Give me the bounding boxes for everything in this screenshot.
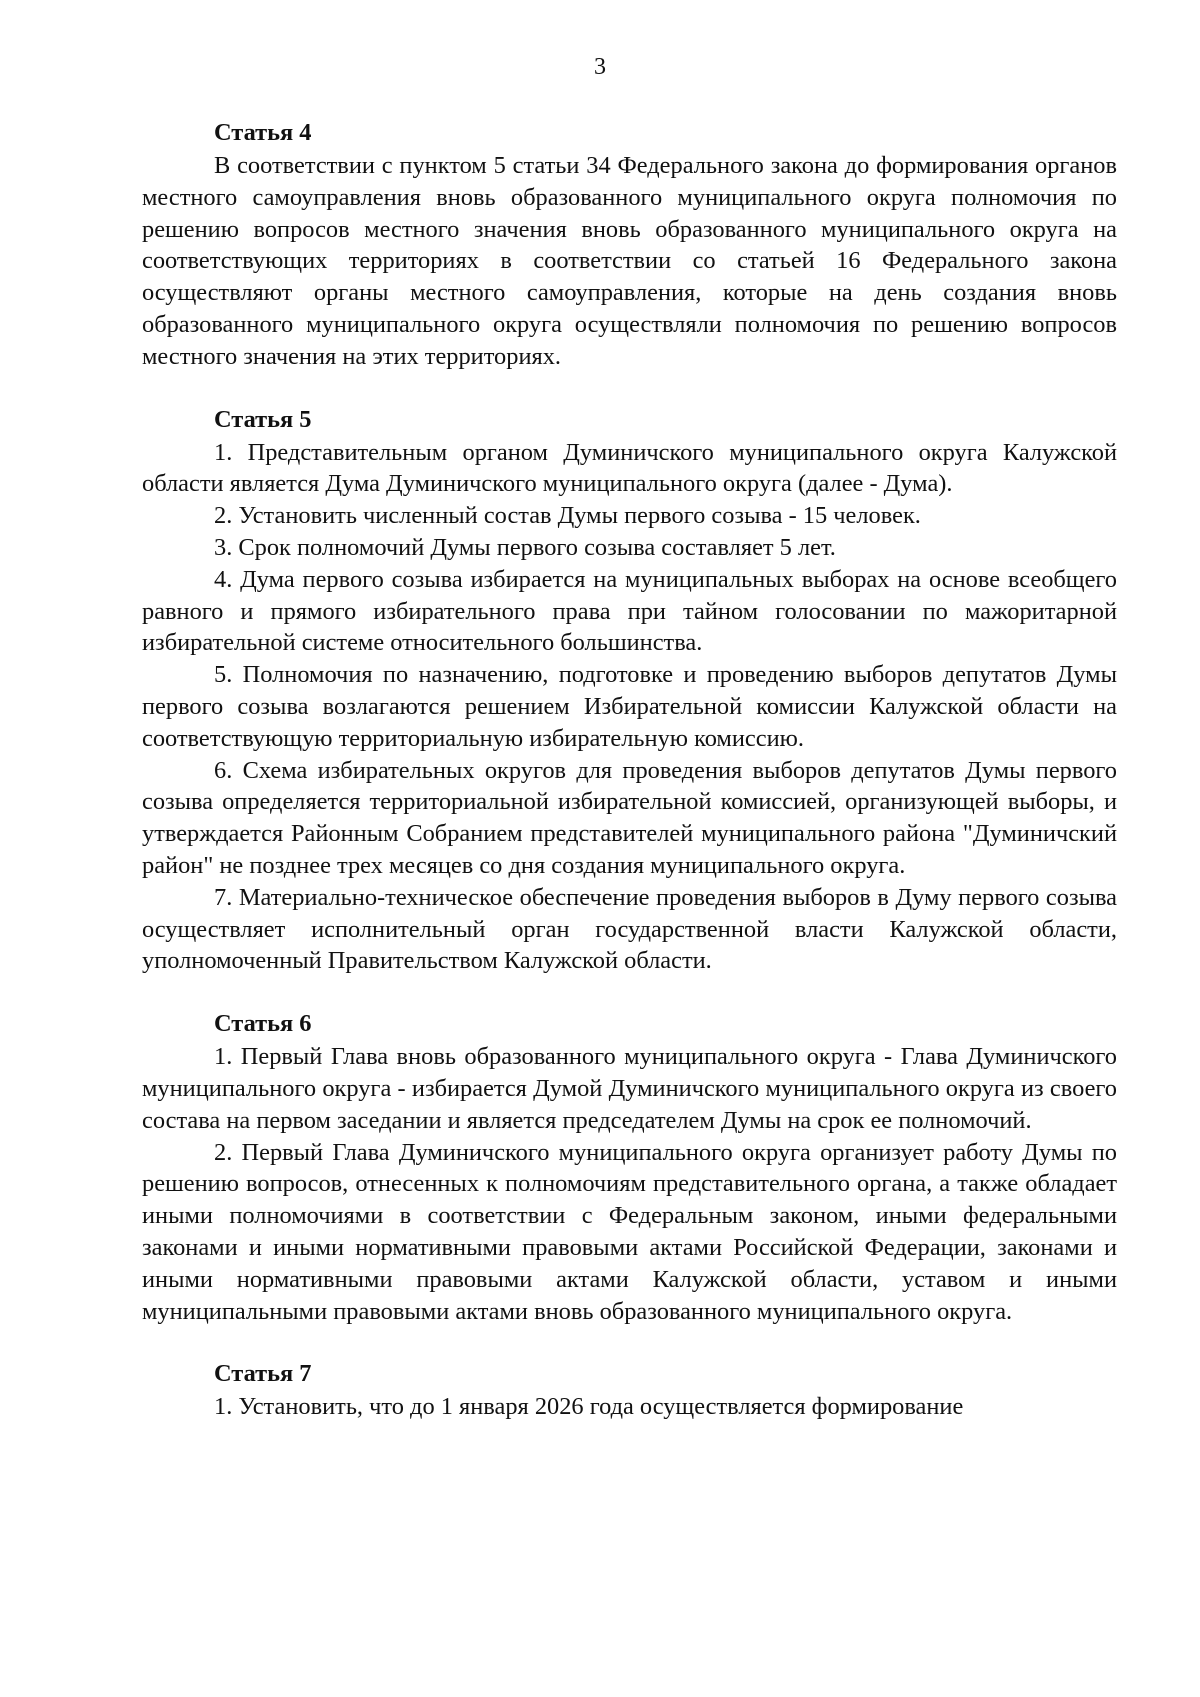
paragraph: 6. Схема избирательных округов для проведения выборов депутатов Думы первого созыва определяется территориальной избирательной комиссией, организующей выборы, и утверждается Районным Собранием представителей муниципального района "Думиничский район" не позднее трех месяцев со дня создания муниципального округа. xyxy=(142,756,1117,879)
paragraph: 7. Материально-техническое обеспечение проведения выборов в Думу первого созыва осуществляет исполнительный орган государственной власти Калужской области, уполномоченный Правительством Калужской области. xyxy=(142,883,1117,975)
article-4 xyxy=(142,118,1117,373)
article-heading: Статья 4 xyxy=(214,119,312,146)
paragraph: 1. Представительным органом Думиничского муниципального округа Калужской области является Дума Думиничского муниципального округа (далее - Дума). xyxy=(142,438,1117,498)
paragraph: 4. Дума первого созыва избирается на муниципальных выборах на основе всеобщего равного и прямого избирательного права при тайном голосовании по мажоритарной избирательной системе относительного большинства. xyxy=(142,565,1117,657)
paragraph: 2. Первый Глава Думиничского муниципального округа организует работу Думы по решению вопросов, отнесенных к полномочиям представительного органа, а также обладает иными полномочиями в соответствии с Федеральным законом, иными федеральными законами и иными нормативными правовыми актами Российской Федерации, законами и иными нормативными правовыми актами Калужской области, уставом и иными муниципальными правовыми актами вновь образованного муниципального округа. xyxy=(142,1138,1117,1325)
article-5 xyxy=(142,405,1117,978)
article-heading: Статья 6 xyxy=(214,1010,312,1038)
article-heading: Статья 7 xyxy=(214,1360,312,1388)
paragraph: 1. Первый Глава вновь образованного муниципального округа - Глава Думиничского муниципального округа - избирается Думой Думиничского муниципального округа из своего состава на первом заседании и является председателем Думы на срок ее полномочий. xyxy=(142,1043,1117,1134)
page-number: 3 xyxy=(594,54,606,80)
paragraph: В соответствии с пунктом 5 статьи 34 Федерального закона до формирования органов местного самоуправления вновь образованного муниципального округа полномочия по решению вопросов местного значения вновь образованного муниципального округа на соответствующих территориях в соответствии со статьей 16 Федерального закона осуществляют органы местного самоуправления, которые на день создания вновь образованного муниципального округа осуществляли полномочия по решению вопросов местного значения на этих территориях. xyxy=(142,152,1117,370)
paragraph: 1. Установить, что до 1 января 2026 года осуществляется формирование xyxy=(214,1393,964,1421)
paragraph: 5. Полномочия по назначению, подготовке и проведению выборов депутатов Думы первого созыва возлагаются решением Избирательной комиссии Калужской области на соответствующую территориальную избирательную комиссию. xyxy=(142,661,1117,752)
paragraph: 3. Срок полномочий Думы первого созыва составляет 5 лет. xyxy=(214,533,836,561)
article-7 xyxy=(142,1359,1117,1423)
paragraph: 2. Установить численный состав Думы первого созыва - 15 человек. xyxy=(214,502,921,530)
article-heading: Статья 5 xyxy=(214,405,312,433)
article-6 xyxy=(142,1009,1117,1327)
document-body xyxy=(142,118,1117,1423)
